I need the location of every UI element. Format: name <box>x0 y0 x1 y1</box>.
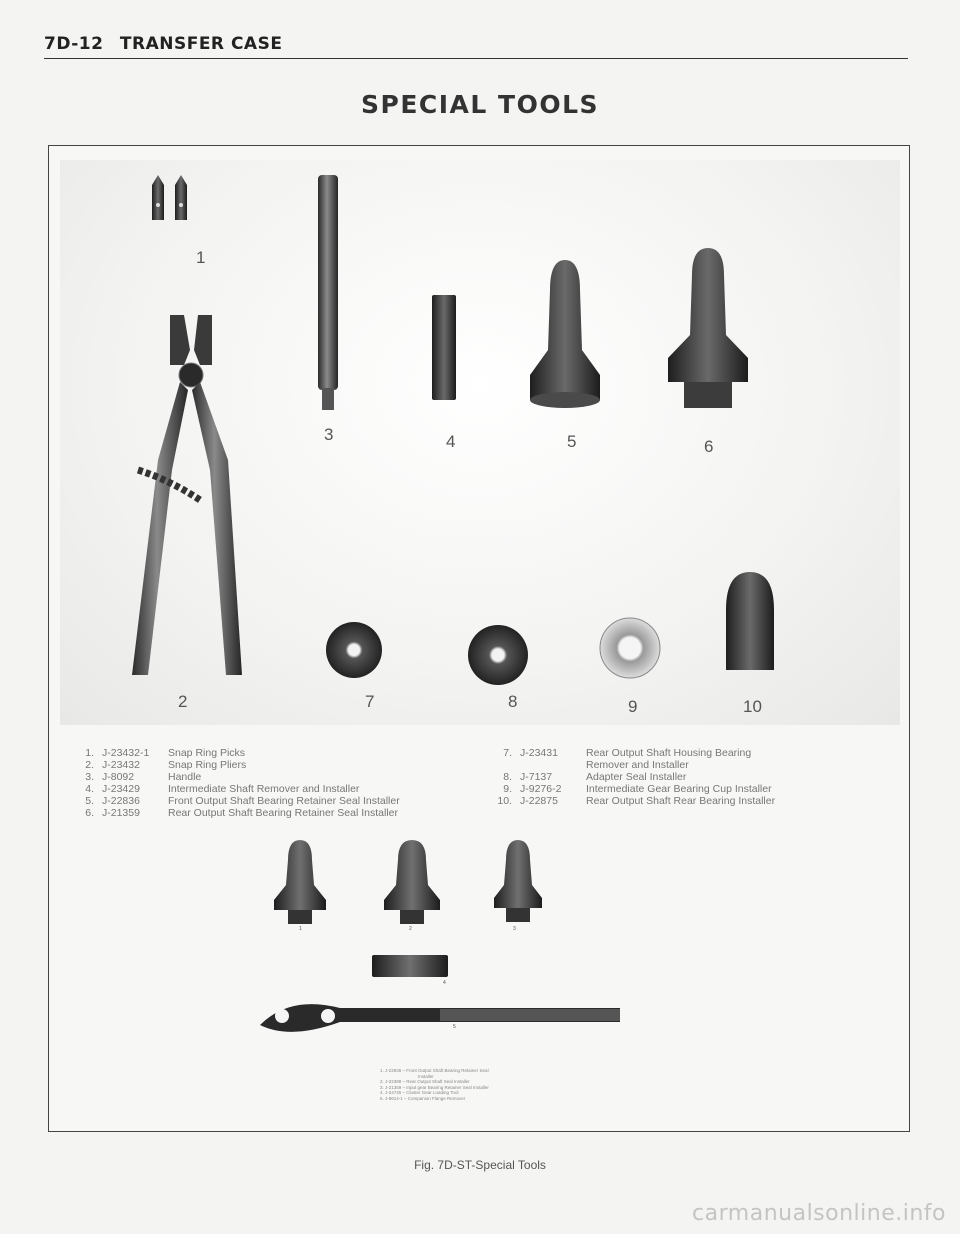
tool-label-1: 1 <box>196 248 206 267</box>
front-output-seal-installer <box>530 260 600 408</box>
snap-ring-pliers <box>132 315 242 675</box>
companion-flange-remover <box>260 1004 620 1032</box>
adapter-seal-installer <box>468 625 528 685</box>
secondary-label-4: 4 <box>443 980 446 986</box>
seal-installer-3 <box>494 840 542 922</box>
secondary-legend-line: 2. J-22388 – Rear Output Shaft Seal Installer <box>380 1079 470 1084</box>
legend-item: 3. J-8092 Handle <box>85 771 202 783</box>
figure-caption: Fig. 7D-ST-Special Tools <box>414 1158 546 1172</box>
legend-item: 1. J-23432-1 Snap Ring Picks <box>85 747 246 759</box>
intermediate-shaft-tool <box>432 295 456 400</box>
page-number: 7D-12 <box>44 34 104 54</box>
tool-legend-left <box>76 747 400 819</box>
legend-item: 7. J-23431 Rear Output Shaft Housing Bearing <box>503 747 752 759</box>
secondary-legend-line: Installer <box>418 1073 434 1079</box>
secondary-label-3: 3 <box>513 926 516 932</box>
tool-label-6: 6 <box>704 437 714 456</box>
rear-bearing-installer <box>726 572 774 670</box>
tools-photo-illustration <box>60 160 900 725</box>
tool-label-5: 5 <box>567 432 577 451</box>
watermark: carmanualsonline.info <box>692 1201 946 1226</box>
cluster-gear-loading-tool <box>372 955 448 977</box>
legend-item: 8. J-7137 Adapter Seal Installer <box>503 771 687 783</box>
tool-label-4: 4 <box>446 432 456 451</box>
secondary-legend <box>380 1068 489 1101</box>
secondary-label-5: 5 <box>453 1024 456 1030</box>
secondary-legend-line: 1. J-22836 – Front Output Shaft Bearing Retainer Seal <box>380 1068 489 1073</box>
seal-installer-2 <box>384 840 440 924</box>
legend-item-continuation: Remover and Installer <box>586 759 689 771</box>
housing-bearing-tool <box>326 622 382 678</box>
legend-item: 5. J-22836 Front Output Shaft Bearing Retainer Seal Installer <box>85 795 400 807</box>
section-title: TRANSFER CASE <box>119 34 283 54</box>
tool-label-9: 9 <box>628 697 638 716</box>
handle-tool <box>318 175 338 410</box>
snap-ring-picks <box>152 175 187 220</box>
legend-item: 10. J-22875 Rear Output Shaft Rear Bearing Installer <box>497 795 776 807</box>
tools-photo <box>60 160 900 725</box>
tool-label-8: 8 <box>508 692 518 711</box>
secondary-legend-line: 3. J-21359 – Input gear Bearing Retainer Seal Installer <box>380 1084 489 1090</box>
legend-item: 6. J-21359 Rear Output Shaft Bearing Retainer Seal Installer <box>85 807 398 819</box>
legend-item: 2. J-23432 Snap Ring Pliers <box>85 759 247 771</box>
secondary-label-1: 1 <box>299 926 302 932</box>
rear-output-seal-installer <box>668 248 748 408</box>
secondary-label-2: 2 <box>409 926 412 932</box>
tool-legend-right <box>494 747 775 807</box>
tool-label-10: 10 <box>743 697 762 716</box>
secondary-legend-line: 5. J-8614-1 – Companion Flange Remover <box>380 1095 466 1101</box>
page-title: SPECIAL TOOLS <box>360 90 600 119</box>
gear-bearing-cup-installer <box>600 618 660 678</box>
tool-label-3: 3 <box>324 425 334 444</box>
tool-label-2: 2 <box>178 692 188 711</box>
legend-item: 9. J-9276-2 Intermediate Gear Bearing Cup Installer <box>503 783 772 795</box>
tool-label-7: 7 <box>365 692 375 711</box>
secondary-legend-line: 4. J-24745 – Cluster Gear Loading Tool <box>380 1090 459 1095</box>
legend-item: 4. J-23429 Intermediate Shaft Remover and Installer <box>85 783 360 795</box>
seal-installer-1 <box>274 840 326 924</box>
page-header <box>44 34 908 59</box>
